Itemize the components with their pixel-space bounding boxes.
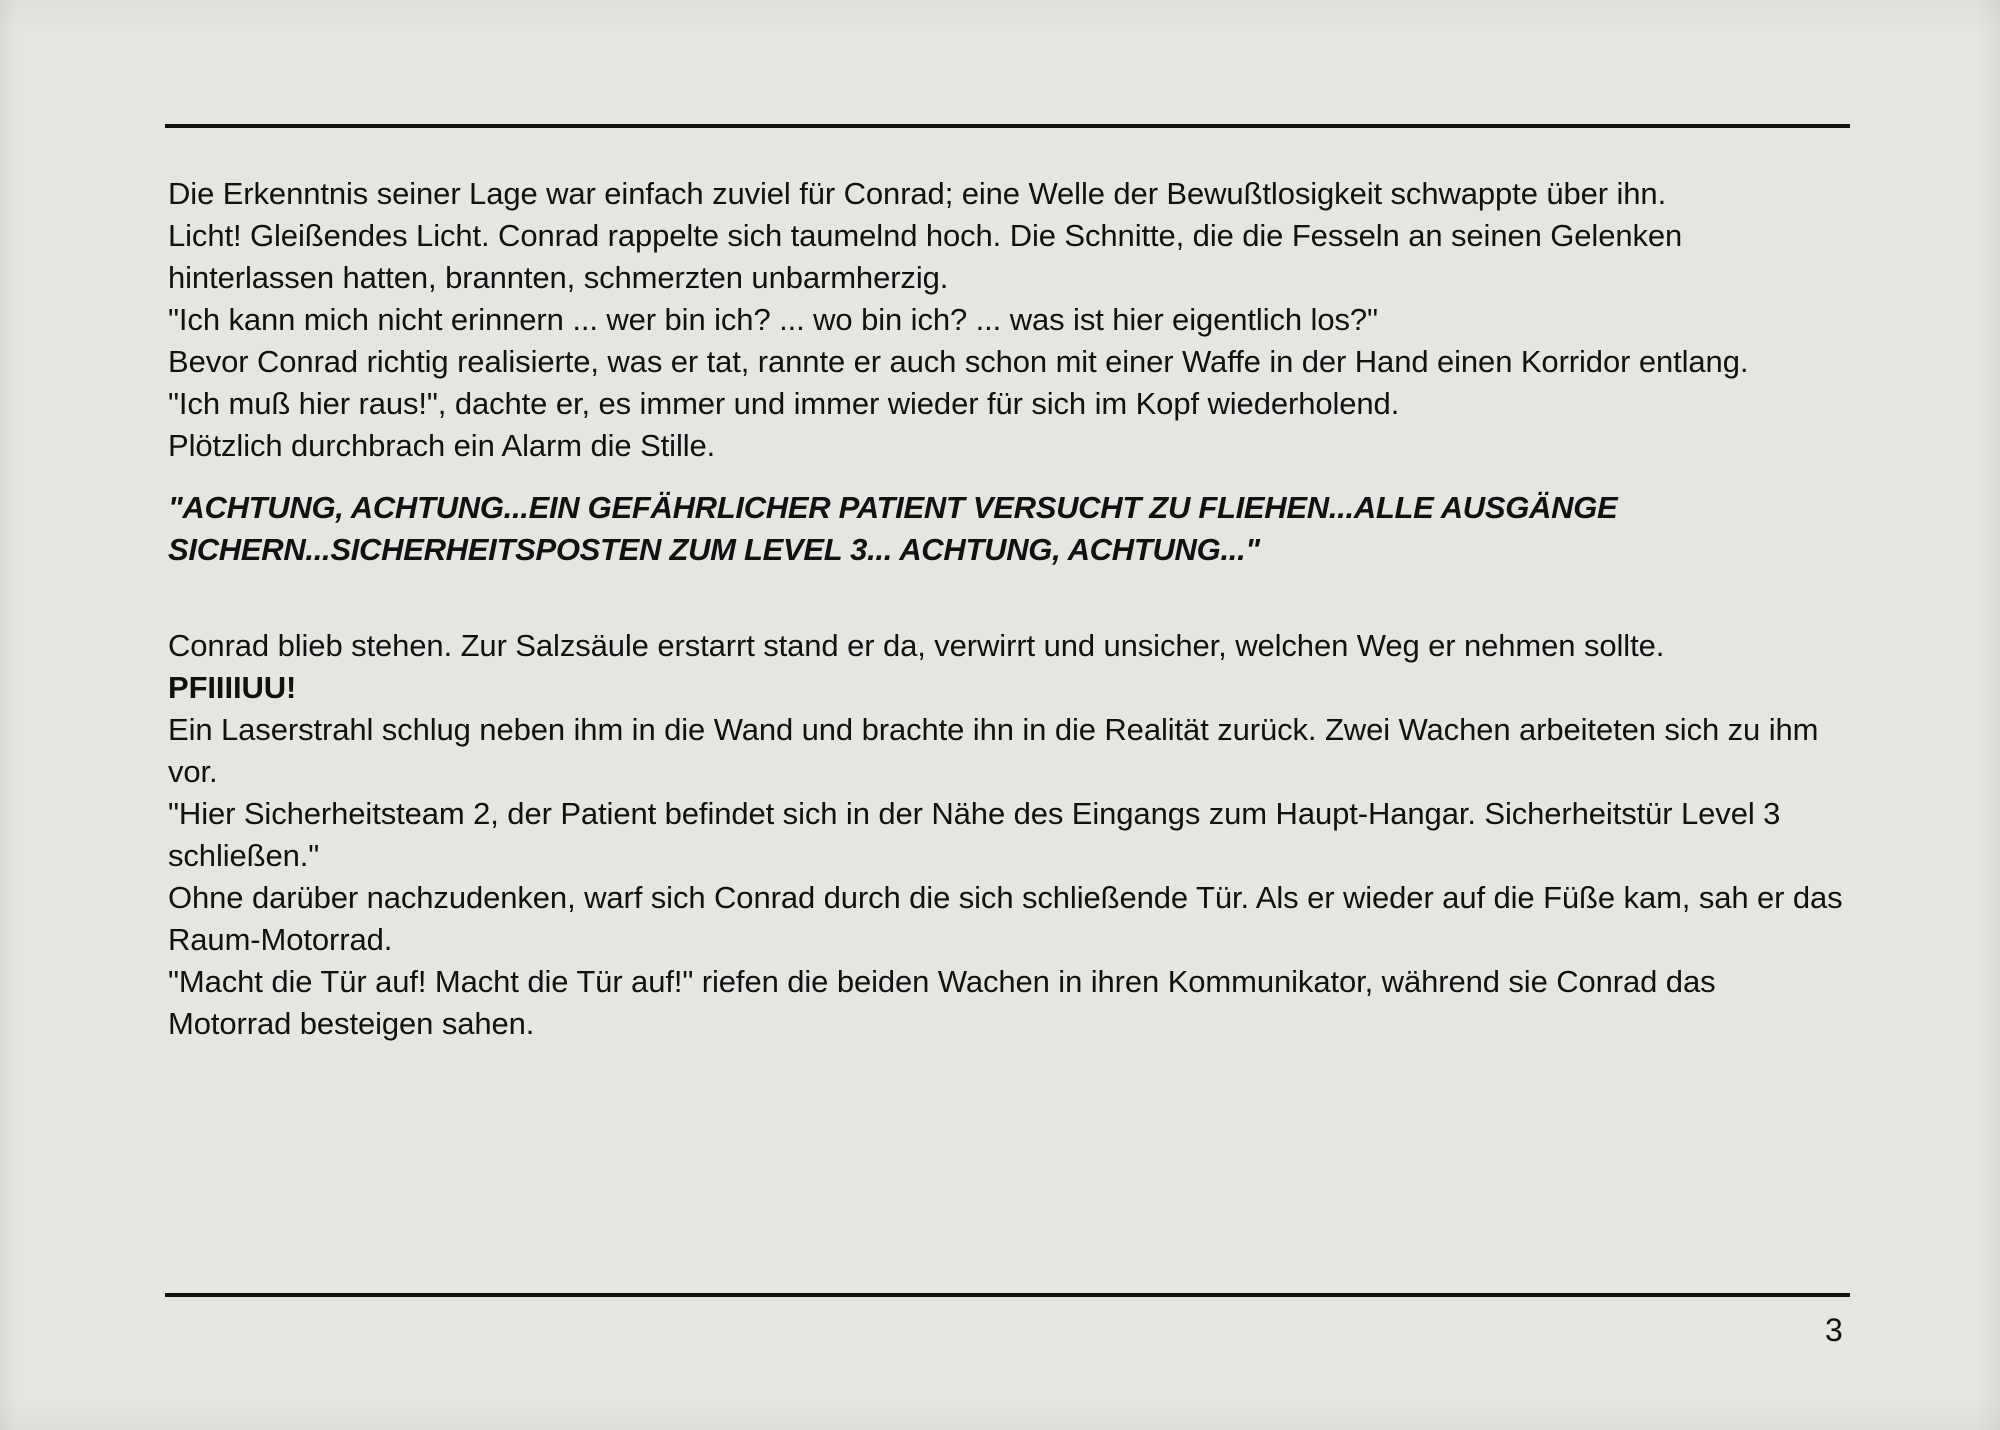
paragraph-freeze: Conrad blieb stehen. Zur Salzsäule erstarrt stand er da, verwirrt und unsicher, welchen Weg er nehmen sollte. xyxy=(168,628,1665,663)
paragraph-escape-thought: "Ich muß hier raus!", dachte er, es immer und immer wieder für sich im Kopf wiederholend. xyxy=(168,386,1400,421)
laser-sound: PFIIIIUU! xyxy=(168,670,297,705)
alarm-announcement: "ACHTUNG, ACHTUNG...EIN GEFÄHRLICHER PATIENT VERSUCHT ZU FLIEHEN...ALLE AUSGÄNGE SICHERN...SICHERHEITSPOSTEN ZUM LEVEL 3... ACHTUNG, ACHTUNG..." xyxy=(168,490,1618,567)
spacer xyxy=(168,571,1843,625)
paragraph-door: Ohne darüber nachzudenken, warf sich Conrad durch die sich schließende Tür. Als er wieder auf die Füße kam, sah er das Raum-Motorrad. xyxy=(168,880,1843,957)
top-rule xyxy=(165,124,1850,128)
page-number: 3 xyxy=(1825,1312,1843,1348)
paragraph-laser: Ein Laserstrahl schlug neben ihm in die Wand und brachte ihn in die Realität zurück. Zwei Wachen arbeiteten sich zu ihm vor. xyxy=(168,712,1819,789)
story-text xyxy=(168,173,1843,1045)
paragraph-alarm-start: Plötzlich durchbrach ein Alarm die Stille. xyxy=(168,428,716,463)
spacer xyxy=(168,467,1843,487)
paragraph-memory: "Ich kann mich nicht erinnern ... wer bin ich? ... wo bin ich? ... was ist hier eigentlich los?" xyxy=(168,302,1378,337)
paragraph-awakening: Die Erkenntnis seiner Lage war einfach zuviel für Conrad; eine Welle der Bewußtlosigkeit schwappte über ihn. xyxy=(168,176,1667,211)
bottom-rule xyxy=(165,1293,1850,1297)
paragraph-guards: "Macht die Tür auf! Macht die Tür auf!" riefen die beiden Wachen in ihren Kommunikator, während sie Conrad das Motorrad besteigen sahen. xyxy=(168,964,1716,1041)
paragraph-corridor: Bevor Conrad richtig realisierte, was er tat, rannte er auch schon mit einer Waffe in der Hand einen Korridor entlang. xyxy=(168,344,1749,379)
paragraph-light: Licht! Gleißendes Licht. Conrad rappelte sich taumelnd hoch. Die Schnitte, die die Fesseln an seinen Gelenken hinterlassen hatten, brannten, schmerzten unbarmherzig. xyxy=(168,218,1683,295)
paragraph-security-team: "Hier Sicherheitsteam 2, der Patient befindet sich in der Nähe des Eingangs zum Haupt-Hangar. Sicherheitstür Level 3 schließen." xyxy=(168,796,1781,873)
